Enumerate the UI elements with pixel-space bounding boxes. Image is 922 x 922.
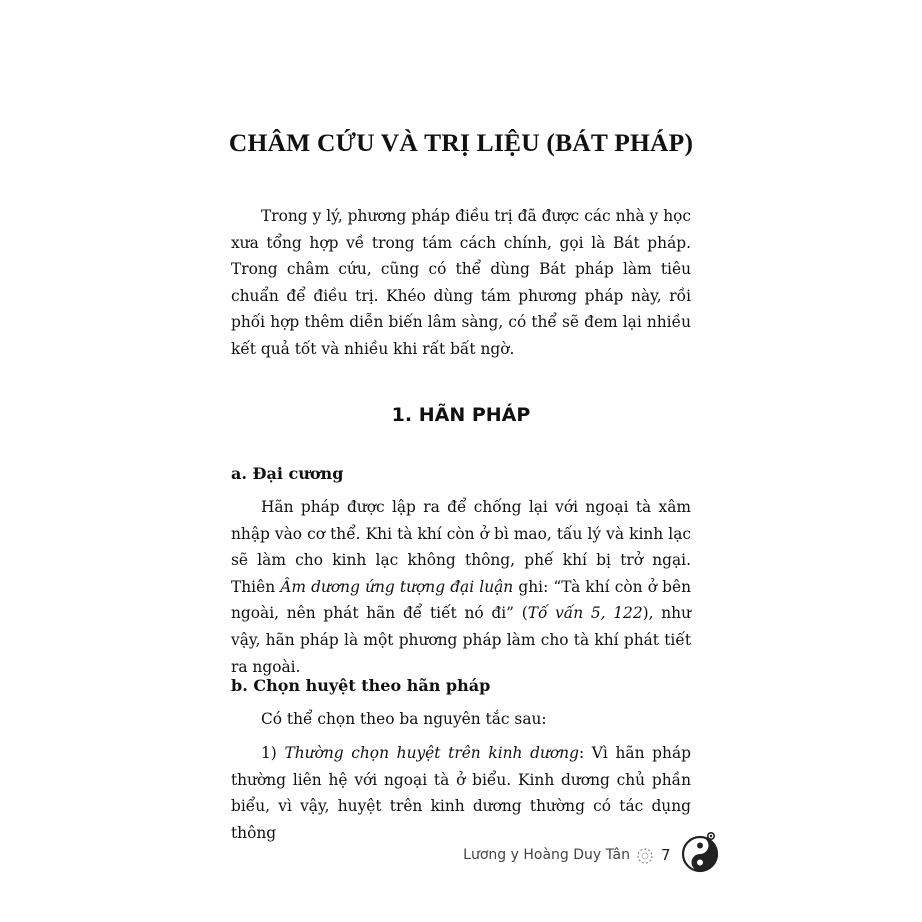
ornament-icon (636, 847, 654, 865)
footer-author: Lương y Hoàng Duy Tân (463, 847, 630, 863)
subheading-chon-huyet: b. Chọn huyệt theo hãn pháp (231, 676, 491, 695)
intro-paragraph: Trong y lý, phương pháp điều trị đã được các nhà y học xưa tổng hợp về trong tám cách chính, gọi là Bát pháp. Trong châm cứu, cũng có thể dùng Bát pháp làm tiêu chuẩn để điều trị. Khéo dùng tám phương pháp này, rồi phối hợp thêm diễn biến lâm sàng, có thể sẽ đem lại nhiều kết quả tốt và nhiều khi rất bất ngờ. (231, 207, 691, 358)
paragraph-chon-huyet-intro: Có thể chọn theo ba nguyên tắc sau: (261, 710, 547, 728)
page-footer (400, 836, 722, 876)
page-number: 7 (661, 846, 671, 864)
paragraph-text: Hãn pháp được lập ra để chống lại với ngoại tà xâm nhập vào cơ thể. Khi tà khí còn ở bì mao, tấu lý và kinh lạc sẽ làm cho kinh lạc không thông, phế khí bị trở ngại. Thiên (231, 498, 691, 596)
rule-title: Thường chọn huyệt trên kinh dương (284, 744, 579, 762)
rule-number: 1) (261, 744, 285, 762)
work-title: Âm dương ứng tượng đại luận (280, 577, 514, 596)
paragraph-text: ghi: “Tà khí còn ở bên ngoài, nên phát hãn để tiết nó đi” ( (231, 577, 691, 623)
paragraph-dai-cuong (231, 494, 691, 680)
paragraph-rule-1 (231, 740, 691, 846)
yin-yang-logo-icon (678, 830, 722, 874)
chapter-title: CHÂM CỨU VÀ TRỊ LIỆU (BÁT PHÁP) (228, 128, 694, 157)
rule-text: : Vì hãn pháp thường liên hệ với ngoại tà ở biểu. Kinh dương chủ phần biểu, vì vậy, huyệt trên kinh dương thường có tác dụng thông (231, 744, 691, 842)
section-title: 1. HÃN PHÁP (391, 404, 531, 426)
subheading-dai-cuong: a. Đại cương (231, 464, 344, 483)
citation: Tố vấn 5, 122 (527, 604, 643, 623)
paragraph-text: ), như vậy, hãn pháp là một phương pháp làm cho tà khí phát tiết ra ngoài. (231, 604, 692, 676)
